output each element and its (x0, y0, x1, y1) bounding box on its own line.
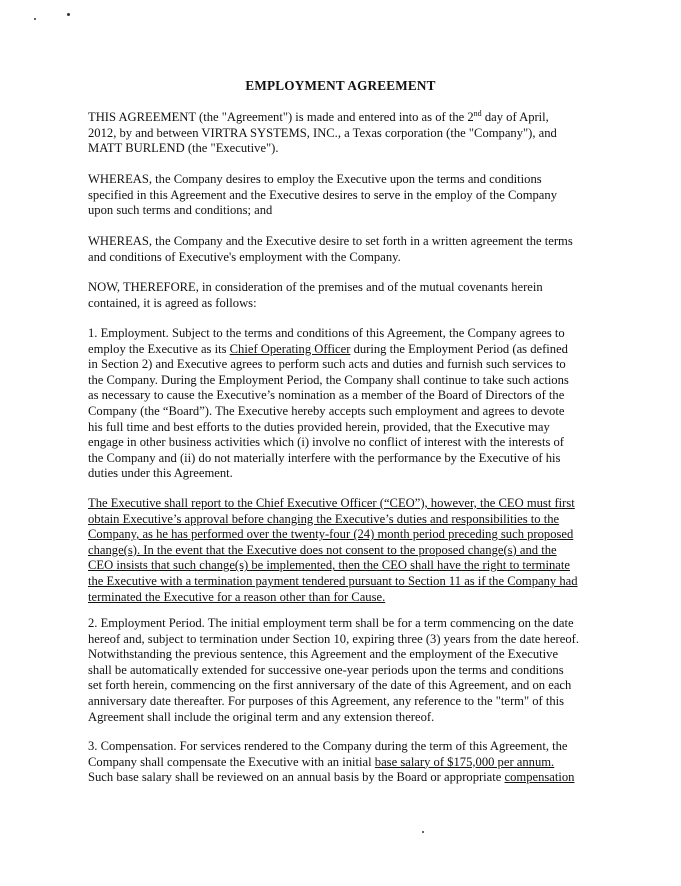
intro-line: MATT BURLEND (the "Executive"). (88, 141, 279, 156)
text-line: shall be automatically extended for successive one-year periods upon the terms and conditions (88, 662, 564, 677)
text-line: obtain Executive’s approval before changing the Executive’s duties and responsibilities to the (88, 511, 560, 526)
text-line: the Company. During the Employment Period, the Company shall continue to take such actions (88, 372, 569, 387)
text-line: The Executive shall report to the Chief Executive Officer (“CEO”), however, the CEO must first (88, 496, 575, 510)
text-line: 3. Compensation. For services rendered to the Company during the term of this Agreement, the (88, 739, 568, 753)
text-line: terminated the Executive for a reason other than for Cause. (88, 589, 386, 604)
text-line: as necessary to cause the Executive’s nomination as a member of the Board of Directors of the (88, 388, 565, 403)
scan-speck (422, 831, 424, 833)
intro-line: 2012, by and between VIRTRA SYSTEMS, INC., a Texas corporation (the "Company"), and (88, 125, 557, 140)
document-title: EMPLOYMENT AGREEMENT (245, 78, 436, 93)
whereas-paragraph-1 (88, 172, 598, 219)
position-title: Chief Operating Officer (229, 341, 351, 356)
intro-line (88, 110, 598, 126)
text-segment-underlined: compensation (504, 770, 575, 785)
now-therefore-paragraph (88, 280, 598, 311)
text-line: anniversary date thereafter. For purposes of this Agreement, any reference to the "term" of this (88, 693, 565, 708)
text-line: duties under this Agreement. (88, 466, 233, 481)
text-line: engage in other business activities which (i) involve no conflict of interest with the interests of (88, 435, 564, 450)
text-line: the Company and (ii) do not materially interfere with the performance by the Executive of his (88, 450, 561, 465)
intro-text: THIS AGREEMENT (the "Agreement") is made and entered into as of the 2 (88, 110, 474, 124)
whereas-paragraph-2 (88, 234, 598, 265)
text-segment: Such base salary shall be reviewed on an annual basis by the Board or appropriate (88, 770, 505, 785)
text-line: change(s). In the event that the Executive does not consent to the proposed change(s) and the (88, 542, 557, 557)
text-line: the Executive with a termination payment tendered pursuant to Section 11 as if the Company had (88, 573, 578, 588)
text-line (88, 342, 598, 358)
text-line: Agreement shall include the original term and any extension thereof. (88, 709, 435, 724)
text-line: in Section 2) and Executive agrees to perform such acts and duties and furnish such services to (88, 357, 566, 372)
text-line: 2. Employment Period. The initial employment term shall be for a term commencing on the date (88, 616, 574, 630)
text-line: his full time and best efforts to the duties provided herein, provided, that the Executive may (88, 419, 550, 434)
scan-speck (67, 13, 70, 16)
text-line: contained, it is agreed as follows: (88, 295, 257, 310)
intro-paragraph (88, 110, 598, 157)
text-line: WHEREAS, the Company and the Executive desire to set forth in a written agreement the terms (88, 234, 573, 248)
section-3-compensation (88, 739, 598, 786)
text-line: Company, as he has performed over the twenty-four (24) month period preceding such proposed (88, 527, 574, 542)
text-line: NOW, THEREFORE, in consideration of the premises and of the mutual covenants herein (88, 280, 543, 294)
text-line: set forth herein, commencing on the first anniversary of the date of this Agreement, and on each (88, 678, 572, 693)
base-salary: base salary of $175,000 per annum. (374, 754, 555, 769)
ceo-reporting-clause (88, 496, 598, 605)
text-line (88, 770, 598, 786)
intro-text: day of April, (481, 110, 549, 124)
section-2-employment-period (88, 616, 598, 725)
text-line (88, 755, 598, 771)
text-line: CEO insists that such change(s) be implemented, then the CEO shall have the right to terminate (88, 558, 570, 573)
text-segment: during the Employment Period (as defined (350, 341, 568, 356)
text-line: 1. Employment. Subject to the terms and conditions of this Agreement, the Company agrees to (88, 326, 565, 340)
text-line: Notwithstanding the previous sentence, this Agreement and the employment of the Executive (88, 647, 559, 662)
text-segment: Company shall compensate the Executive with an initial (88, 754, 375, 769)
section-1-employment (88, 326, 598, 482)
ordinal-suffix: nd (473, 109, 482, 118)
text-line: specified in this Agreement and the Executive desires to serve in the employ of the Company (88, 187, 557, 202)
text-line: Company (the “Board”). The Executive hereby accepts such employment and agrees to devote (88, 403, 565, 418)
text-line: and conditions of Executive's employment with the Company. (88, 249, 401, 264)
text-line: hereof and, subject to termination under Section 10, expiring three (3) years from the date hereof. (88, 631, 579, 646)
scan-speck (34, 18, 36, 20)
text-segment: employ the Executive as its (88, 341, 230, 356)
text-line: upon such terms and conditions; and (88, 203, 273, 218)
text-line: WHEREAS, the Company desires to employ the Executive upon the terms and conditions (88, 172, 542, 186)
